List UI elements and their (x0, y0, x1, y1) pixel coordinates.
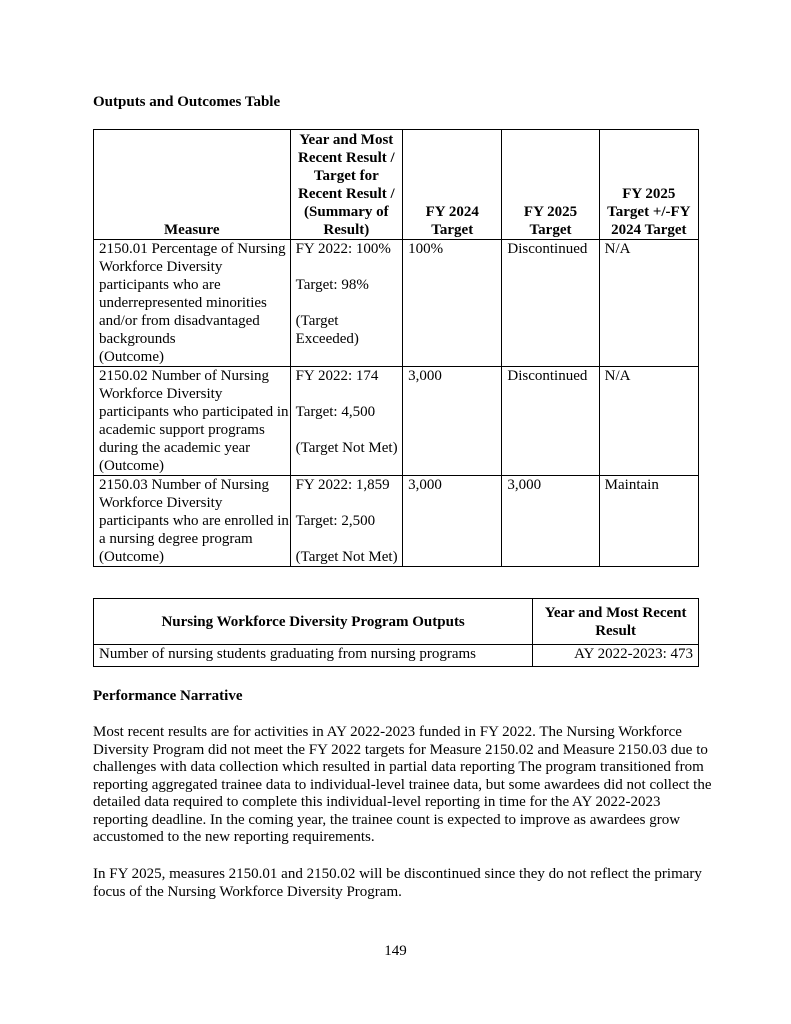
change-cell: Maintain (599, 476, 698, 567)
table-row (94, 367, 699, 476)
narrative-heading: Performance Narrative (93, 688, 243, 704)
fy2024-cell: 3,000 (403, 367, 502, 476)
fy2025-cell: Discontinued (502, 240, 599, 367)
header-fy2025-target: FY 2025 Target (502, 130, 599, 240)
header-measure: Measure (94, 130, 291, 240)
header-program-outputs: Nursing Workforce Diversity Program Outputs (94, 599, 533, 645)
outputs-table (93, 598, 699, 667)
measure-cell: 2150.01 Percentage of Nursing Workforce Diversity participants who are underrepresented minorities and/or from disadvantaged backgrounds (Outcome) (94, 240, 291, 367)
outcomes-table (93, 129, 699, 567)
result-cell: FY 2022: 1,859 Target: 2,500 (Target Not Met) (290, 476, 402, 567)
output-result-cell: AY 2022-2023: 473 (533, 645, 699, 667)
table-row (94, 645, 699, 667)
header-fy2024-target: FY 2024 Target (403, 130, 502, 240)
change-cell: N/A (599, 367, 698, 476)
change-cell: N/A (599, 240, 698, 367)
header-recent-result: Year and Most Recent Result (533, 599, 699, 645)
fy2025-cell: 3,000 (502, 476, 599, 567)
table-row (94, 240, 699, 367)
fy2025-cell: Discontinued (502, 367, 599, 476)
header-target-change: FY 2025 Target +/-FY 2024 Target (599, 130, 698, 240)
output-cell: Number of nursing students graduating from nursing programs (94, 645, 533, 667)
page-title: Outputs and Outcomes Table (93, 94, 281, 110)
narrative-paragraph: In FY 2025, measures 2150.01 and 2150.02 will be discontinued since they do not reflect the primary focus of the Nursing Workforce Diversity Program. (93, 866, 702, 900)
table-header-row (94, 130, 699, 240)
measure-cell: 2150.02 Number of Nursing Workforce Diversity participants who participated in academic support programs during the academic year (Outcome) (94, 367, 291, 476)
header-recent-result: Year and Most Recent Result / Target for Recent Result / (Summary of Result) (290, 130, 402, 240)
result-cell: FY 2022: 100% Target: 98% (Target Exceeded) (290, 240, 402, 367)
measure-cell: 2150.03 Number of Nursing Workforce Diversity participants who are enrolled in a nursing degree program (Outcome) (94, 476, 291, 567)
table-header-row (94, 599, 699, 645)
fy2024-cell: 3,000 (403, 476, 502, 567)
fy2024-cell: 100% (403, 240, 502, 367)
result-cell: FY 2022: 174 Target: 4,500 (Target Not Met) (290, 367, 402, 476)
page-number: 149 (384, 943, 407, 959)
narrative-paragraph: Most recent results are for activities in AY 2022-2023 funded in FY 2022. The Nursing Workforce Diversity Program did not meet the FY 2022 targets for Measure 2150.02 and Measure 2150.03 due to challenges with data collection which resulted in partial data reporting The program transitioned from reporting aggregated trainee data to individual-level trainee data, but some awardees did not collect the detailed data required to complete this individual-level reporting in time for the AY 2022-2023 reporting deadline. In the coming year, the trainee count is expected to improve as awardees grow accustomed to the new reporting requirements. (93, 724, 712, 845)
table-row (94, 476, 699, 567)
